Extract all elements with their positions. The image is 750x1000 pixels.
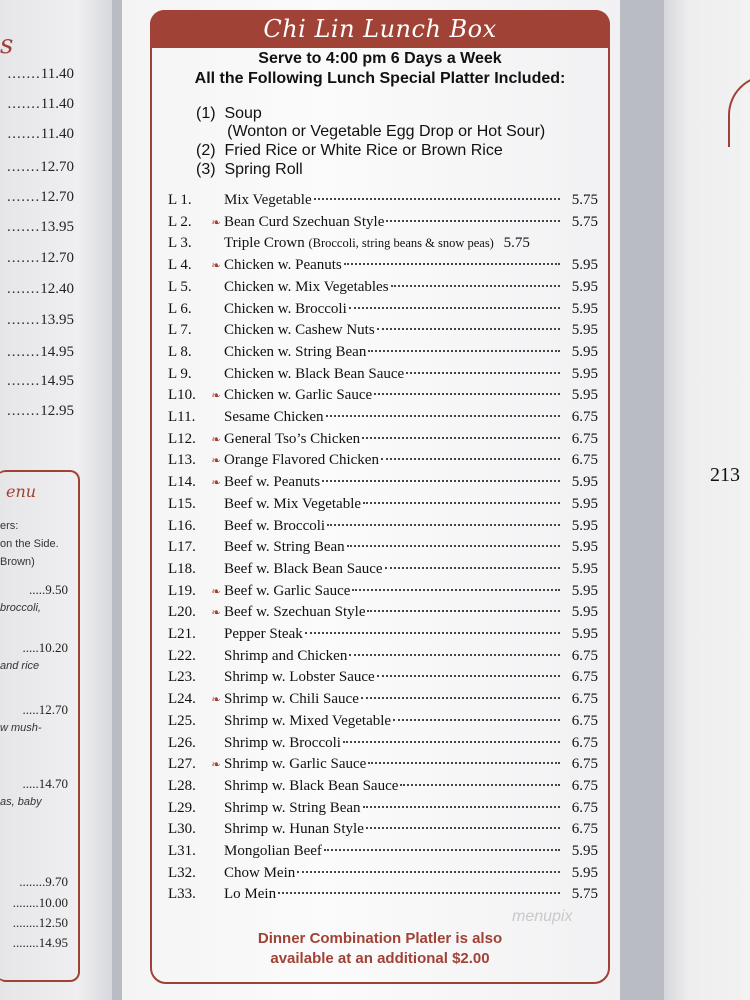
leader-dots: [374, 393, 560, 395]
leader-dots: [361, 697, 560, 699]
left-page-bottom-price: [0, 874, 68, 890]
item-name-text: Beef w. Mix Vegetable: [224, 495, 362, 512]
menu-item-row: [168, 496, 598, 517]
item-price: 5.95: [571, 387, 598, 404]
item-name-text: Triple Crown: [224, 235, 309, 252]
menu-item-row: [168, 474, 598, 495]
menu-item-row: [168, 279, 598, 300]
item-name: [224, 713, 391, 730]
leader-dots: [393, 719, 560, 721]
item-price: 6.75: [571, 430, 598, 447]
item-code: L 6.: [168, 300, 192, 317]
item-code: L13.: [168, 452, 196, 469]
left-page-price: [0, 189, 74, 206]
item-name: [224, 821, 364, 838]
included-item: (Wonton or Vegetable Egg Drop or Hot Sour): [196, 123, 546, 140]
menu-title: Chi Lin Lunch Box: [263, 15, 497, 43]
leader-dots: [352, 589, 560, 591]
left-page-bottom-price-value: 14.95: [38, 935, 68, 950]
item-price: 5.95: [571, 257, 598, 274]
left-page-bottom-price-value: 10.00: [38, 895, 68, 910]
item-name: [224, 865, 295, 882]
item-name-text: Chicken w. Broccoli: [224, 300, 347, 317]
item-note: (Broccoli, string beans & snow peas): [308, 236, 494, 251]
leader-dots: [344, 263, 560, 265]
item-price: 5.95: [571, 517, 598, 534]
item-price: 6.75: [571, 669, 598, 686]
leader-dots: .......: [7, 126, 41, 142]
left-page-price-value: 11.40: [40, 66, 74, 82]
item-name: [224, 626, 303, 643]
item-name: [224, 409, 324, 426]
item-name: [224, 583, 350, 600]
left-page-bottom-price: [0, 895, 68, 911]
menu-item-row: [168, 518, 598, 539]
item-code: L 8.: [168, 343, 192, 360]
item-code: L10.: [168, 387, 196, 404]
item-price: 5.95: [571, 365, 598, 382]
item-price: 5.95: [571, 539, 598, 556]
item-code: L 4.: [168, 257, 192, 274]
leader-dots: .......: [7, 344, 41, 360]
item-code: L30.: [168, 821, 196, 838]
item-code: L 1.: [168, 192, 192, 208]
menu-item-row: [168, 648, 598, 669]
item-name-text: Shrimp w. Lobster Sauce: [224, 669, 375, 686]
item-code: L 3.: [168, 235, 192, 252]
menu-item-row: [168, 214, 598, 235]
item-price: 5.95: [571, 300, 598, 317]
leader-dots: ........: [19, 874, 46, 889]
hot-spicy-icon: ❧: [211, 455, 221, 468]
leader-dots: [343, 741, 560, 743]
item-name: [224, 301, 347, 318]
left-page-price-value: 13.95: [40, 312, 74, 328]
left-page-price-value: 12.70: [40, 189, 74, 205]
item-name-text: Shrimp and Chicken: [224, 647, 348, 664]
included-item: (1) Soup: [196, 105, 262, 122]
left-page-sub-note: w mush-: [0, 722, 42, 734]
menu-item-row: [168, 301, 598, 322]
leader-dots: [367, 610, 560, 612]
item-name: [224, 192, 312, 209]
item-code: L 5.: [168, 278, 192, 295]
included-item: (2) Fried Rice or White Rice or Brown Rice: [196, 142, 503, 159]
item-code: L19.: [168, 582, 196, 599]
left-page-sub-note: as, baby: [0, 796, 42, 808]
leader-dots: [368, 350, 560, 352]
item-price: 6.75: [571, 756, 598, 773]
hot-spicy-icon: ❧: [211, 260, 221, 273]
leader-dots: [366, 827, 560, 829]
item-name: [224, 214, 384, 231]
menu-item-row: [168, 821, 598, 842]
item-name: [224, 691, 359, 708]
left-page-title-fragment: s: [0, 30, 14, 60]
footer-note-line1: Dinner Combination Platler is also: [257, 930, 503, 947]
item-name-text: Beef w. Black Bean Sauce: [224, 560, 383, 577]
item-code: L 2.: [168, 213, 192, 230]
item-name: [224, 843, 322, 860]
left-page-price-value: 11.40: [40, 96, 74, 112]
leader-dots: [297, 871, 560, 873]
item-name-text: Shrimp w. Black Bean Sauce: [224, 777, 399, 794]
item-price: 5.95: [571, 495, 598, 512]
item-price: 5.75: [571, 192, 598, 208]
item-name-text: Shrimp w. Chili Sauce: [224, 691, 359, 708]
footer-note-line2: available at an additional $2.00: [270, 950, 490, 967]
left-page-bottom-price: [0, 915, 68, 931]
item-price: 5.95: [571, 560, 598, 577]
leader-dots: [381, 458, 560, 460]
menu-item-row: [168, 735, 598, 756]
title-banner: [150, 10, 610, 48]
left-page-price-value: 14.95: [40, 373, 74, 389]
menu-item-row: [168, 691, 598, 712]
item-price: 5.95: [571, 864, 598, 881]
item-price: 5.95: [571, 604, 598, 621]
hot-spicy-icon: ❧: [211, 759, 221, 772]
item-price: 5.75: [571, 886, 598, 903]
menu-item-row: [168, 778, 598, 799]
menu-item-row: [168, 561, 598, 582]
item-price: 6.75: [571, 777, 598, 794]
item-code: L17.: [168, 539, 196, 556]
left-page-bottom-price: [0, 935, 68, 951]
item-name: [224, 778, 398, 795]
item-name: [224, 756, 366, 773]
item-name-text: General Tso’s Chicken: [224, 430, 361, 447]
left-page-text-line: Brown): [0, 556, 35, 568]
menu-item-row: [168, 583, 598, 604]
leader-dots: .......: [7, 96, 41, 112]
menu-item-row: [168, 669, 598, 690]
item-name-text: Chicken w. Peanuts: [224, 257, 342, 274]
item-name: [224, 387, 372, 404]
left-page-sub-price-value: 12.70: [38, 702, 68, 717]
item-code: L24.: [168, 691, 196, 708]
leader-dots: .......: [7, 159, 41, 175]
leader-dots: [278, 892, 560, 894]
leader-dots: [327, 524, 560, 526]
item-code: L32.: [168, 864, 196, 881]
leader-dots: [362, 437, 560, 439]
item-name-text: Chicken w. Mix Vegetables: [224, 278, 389, 295]
left-page-price: [0, 403, 74, 420]
left-page-price: [0, 219, 74, 236]
item-name: [224, 518, 325, 535]
left-page-sub-note: broccoli,: [0, 602, 41, 614]
menu-item-row: [168, 452, 598, 473]
menu-item-row: [168, 604, 598, 625]
item-code: L 7.: [168, 322, 192, 339]
item-code: L12.: [168, 430, 196, 447]
left-page-price: [0, 373, 74, 390]
item-code: L28.: [168, 777, 196, 794]
leader-dots: .....: [29, 582, 46, 597]
left-page-price: [0, 66, 74, 83]
item-price: 6.75: [571, 821, 598, 838]
leader-dots: [377, 328, 560, 330]
leader-dots: .....: [22, 776, 39, 791]
item-code: L31.: [168, 843, 196, 859]
left-page-price: [0, 126, 74, 143]
menu-item-row: [168, 800, 598, 821]
menu-item-row: [168, 886, 598, 907]
left-page-price: [0, 96, 74, 113]
item-name: [224, 496, 361, 513]
leader-dots: .......: [7, 403, 41, 419]
left-adjacent-page: [0, 0, 112, 1000]
item-code: L16.: [168, 517, 196, 534]
item-name-text: Orange Flavored Chicken: [224, 452, 379, 469]
item-price: 5.95: [571, 343, 598, 360]
left-page-sub-price-value: 14.70: [38, 776, 68, 791]
hot-spicy-icon: ❧: [211, 216, 221, 229]
item-name: [224, 561, 383, 578]
left-page-sub-price-value: 9.50: [45, 582, 68, 597]
leader-dots: [326, 415, 560, 417]
hot-spicy-icon: ❧: [211, 585, 221, 598]
item-code: L15.: [168, 495, 196, 512]
item-price: 6.75: [571, 712, 598, 729]
item-name-text: Chicken w. String Bean: [224, 343, 367, 360]
left-page-bottom-price-value: 12.50: [38, 915, 68, 930]
left-page-price-value: 13.95: [40, 219, 74, 235]
left-page-sub-price: [0, 702, 68, 718]
item-name-text: Lo Mein: [224, 886, 277, 903]
hot-spicy-icon: ❧: [211, 433, 221, 446]
leader-dots: [349, 654, 560, 656]
item-name-text: Chicken w. Garlic Sauce: [224, 387, 373, 404]
item-code: L 9.: [168, 365, 192, 382]
leader-dots: [349, 307, 560, 309]
menu-item-row: [168, 431, 598, 452]
item-code: L21.: [168, 626, 196, 642]
menu-item-row: [168, 257, 598, 278]
item-code: L18.: [168, 560, 196, 577]
item-name-text: Pepper Steak: [224, 626, 303, 642]
item-name: [224, 366, 404, 383]
item-price: 6.75: [571, 647, 598, 664]
left-page-price-value: 12.95: [40, 403, 74, 419]
item-price: 6.75: [571, 734, 598, 751]
leader-dots: .......: [7, 373, 41, 389]
item-name: [224, 886, 276, 903]
item-name-text: Shrimp w. String Bean: [224, 799, 361, 816]
hot-spicy-icon: ❧: [211, 390, 221, 403]
menu-item-row: [168, 756, 598, 777]
item-name: [224, 539, 345, 556]
left-page-sub-price: [0, 776, 68, 792]
left-page-price: [0, 344, 74, 361]
included-item: (3) Spring Roll: [196, 161, 303, 178]
item-name: [224, 735, 341, 752]
leader-dots: .......: [7, 66, 41, 82]
watermark: menupix: [512, 908, 573, 925]
right-adjacent-page: [664, 0, 750, 1000]
menu-item-row: [168, 539, 598, 560]
item-code: L20.: [168, 604, 196, 621]
item-price: 6.75: [571, 691, 598, 708]
leader-dots: .......: [7, 189, 41, 205]
menu-item-row: [168, 344, 598, 365]
left-page-price-value: 12.70: [40, 159, 74, 175]
left-page-bottom-price-value: 9.70: [45, 874, 68, 889]
item-name: [224, 279, 389, 296]
item-price: 5.95: [571, 843, 598, 859]
left-page-price: [0, 159, 74, 176]
item-price: 5.95: [571, 474, 598, 491]
menu-item-row: [168, 713, 598, 734]
left-page-text-line: ers:: [0, 520, 19, 532]
left-page-sub-note: and rice: [0, 660, 40, 672]
left-page-text-line: on the Side.: [0, 538, 59, 550]
leader-dots: [324, 849, 560, 851]
leader-dots: [363, 806, 560, 808]
hot-spicy-icon: ❧: [211, 607, 221, 620]
menu-item-row: [168, 387, 598, 408]
item-name-text: Beef w. Szechuan Style: [224, 604, 366, 621]
item-name: [224, 257, 342, 274]
leader-dots: [391, 285, 560, 287]
leader-dots: [400, 784, 560, 786]
item-name-text: Beef w. Broccoli: [224, 517, 326, 534]
item-price: 5.75: [503, 235, 530, 252]
left-page-price: [0, 312, 74, 329]
item-code: L23.: [168, 669, 196, 686]
item-name: [224, 604, 365, 621]
item-name-text: Sesame Chicken: [224, 409, 324, 425]
item-name-text: Beef w. Garlic Sauce: [224, 582, 351, 599]
item-price: 5.95: [571, 582, 598, 599]
leader-dots: ........: [12, 935, 39, 950]
item-name: [224, 648, 347, 665]
left-page-price-value: 14.95: [40, 344, 74, 360]
item-code: L33.: [168, 886, 196, 903]
menu-item-row: [168, 235, 598, 256]
item-code: L14.: [168, 474, 196, 491]
menu-item-row: [168, 865, 598, 886]
leader-dots: [305, 632, 560, 634]
leader-dots: ........: [12, 915, 39, 930]
leader-dots: .....: [22, 640, 39, 655]
item-name-text: Mix Vegetable: [224, 192, 312, 208]
item-name-text: Bean Curd Szechuan Style: [224, 213, 385, 230]
leader-dots: .......: [7, 219, 41, 235]
leader-dots: .......: [7, 312, 41, 328]
leader-dots: [363, 502, 560, 504]
item-name-text: Beef w. String Bean: [224, 539, 345, 556]
item-name: [224, 322, 375, 339]
item-code: L11.: [168, 409, 196, 425]
item-name-text: Chicken w. Cashew Nuts: [224, 322, 375, 339]
right-page-number-fragment: 213: [710, 464, 740, 486]
item-name-text: Chow Mein: [224, 864, 296, 881]
item-price: 5.95: [571, 278, 598, 295]
hot-spicy-icon: ❧: [211, 477, 221, 490]
left-page-sub-price-value: 10.20: [38, 640, 68, 655]
item-name-text: Beef w. Peanuts: [224, 474, 321, 491]
hot-spicy-icon: ❧: [211, 694, 221, 707]
leader-dots: [314, 198, 560, 200]
leader-dots: .......: [7, 250, 41, 266]
menu-item-row: [168, 626, 598, 647]
leader-dots: [385, 567, 560, 569]
item-name-text: Shrimp w. Mixed Vegetable: [224, 712, 392, 729]
item-name: [224, 452, 379, 469]
leader-dots: [377, 675, 560, 677]
menu-item-row: [168, 322, 598, 343]
leader-dots: [386, 220, 560, 222]
item-name: [224, 800, 361, 817]
item-name-text: Shrimp w. Garlic Sauce: [224, 756, 367, 773]
menu-item-row: [168, 192, 598, 213]
leader-dots: .....: [22, 702, 39, 717]
item-name: [224, 431, 360, 448]
item-price: 6.75: [571, 452, 598, 469]
menu-item-row: [168, 366, 598, 387]
left-page-price-value: 12.70: [40, 250, 74, 266]
leader-dots: [322, 480, 560, 482]
left-page-price-value: 12.40: [40, 281, 74, 297]
item-price: 5.95: [571, 626, 598, 642]
included-heading: All the Following Lunch Special Platter Included:: [194, 70, 566, 87]
item-price: 5.95: [571, 322, 598, 339]
item-name: [224, 344, 366, 361]
left-page-price-value: 11.40: [40, 126, 74, 142]
item-code: L26.: [168, 734, 196, 751]
item-name-text: Mongolian Beef: [224, 843, 322, 859]
serve-hours: Serve to 4:00 pm 6 Days a Week: [258, 50, 502, 67]
leader-dots: [406, 372, 560, 374]
item-code: L22.: [168, 647, 196, 664]
left-page-price: [0, 250, 74, 267]
item-name-text: Chicken w. Black Bean Sauce: [224, 365, 405, 382]
menu-item-row: [168, 409, 598, 430]
leader-dots: .......: [7, 281, 41, 297]
item-price: 5.75: [571, 213, 598, 230]
item-name-text: Shrimp w. Hunan Style: [224, 821, 364, 838]
left-page-sub-price: [0, 582, 68, 598]
item-name: [224, 669, 375, 686]
leader-dots: ........: [12, 895, 39, 910]
item-code: L29.: [168, 799, 196, 816]
item-code: L27.: [168, 756, 196, 773]
item-name-text: Shrimp w. Broccoli: [224, 734, 341, 751]
leader-dots: [368, 762, 560, 764]
item-price: 6.75: [571, 409, 598, 425]
left-page-price: [0, 281, 74, 298]
item-name: [224, 474, 320, 491]
left-page-menu-tab: enu: [6, 482, 37, 501]
item-name: [224, 235, 494, 252]
item-price: 6.75: [571, 799, 598, 816]
leader-dots: [347, 545, 560, 547]
left-page-sub-price: [0, 640, 68, 656]
item-code: L25.: [168, 712, 196, 729]
menu-item-row: [168, 843, 598, 864]
